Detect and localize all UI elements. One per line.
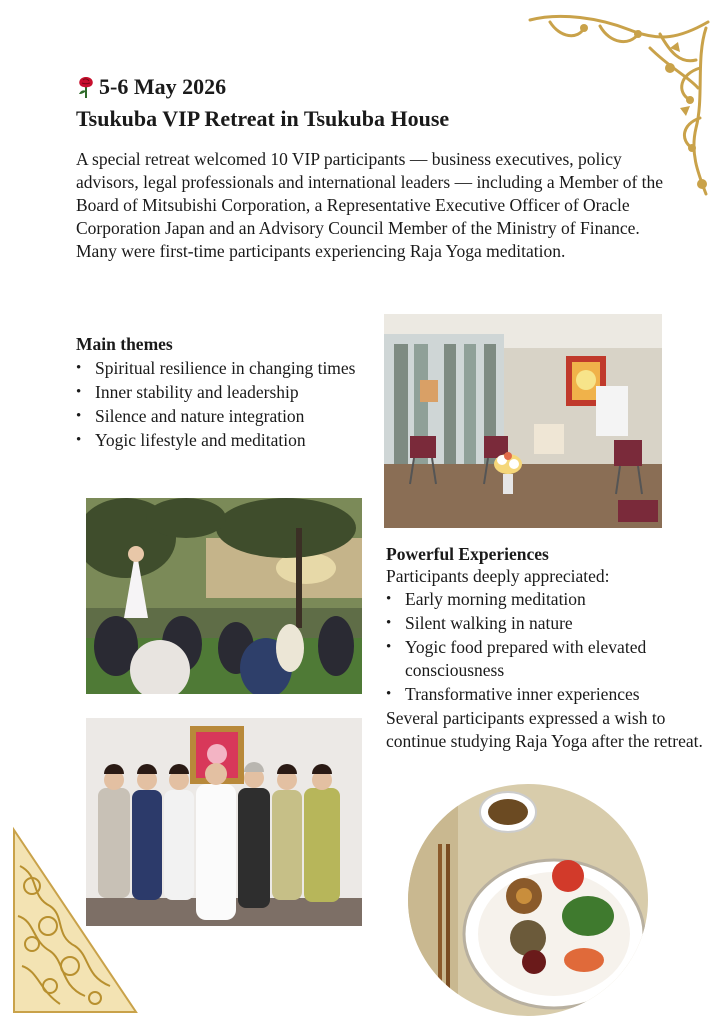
- list-item: • Early morning meditation: [386, 588, 708, 611]
- experiences-section: [386, 544, 708, 753]
- event-date: [76, 74, 226, 100]
- page-title: Tsukuba VIP Retreat in Tsukuba House: [76, 106, 450, 131]
- main-themes-heading: Main themes: [76, 334, 173, 354]
- main-themes-section: [76, 334, 366, 453]
- experiences-lead: Participants deeply appreciated:: [386, 566, 610, 586]
- list-item: • Inner stability and leadership: [76, 381, 366, 404]
- list-item: • Silent walking in nature: [386, 612, 708, 635]
- meditation-room-photo: [384, 314, 662, 528]
- event-date-text: 5-6 May 2026: [99, 74, 227, 99]
- experiences-closing: Several participants expressed a wish to continue studying Raja Yoga after the retreat.: [386, 708, 703, 751]
- main-themes-list: [76, 357, 366, 452]
- outdoor-meditation-photo: [86, 498, 362, 694]
- list-item: • Yogic food prepared with elevated consciousness: [386, 636, 708, 682]
- list-item: • Yogic lifestyle and meditation: [76, 429, 366, 452]
- list-item: • Silence and nature integration: [76, 405, 366, 428]
- rose-icon: [76, 75, 96, 99]
- group-photo: [86, 718, 362, 926]
- experiences-heading: Powerful Experiences: [386, 544, 549, 564]
- intro-paragraph: A special retreat welcomed 10 VIP participants — business executives, policy advisors, legal professionals and international leaders — including a Member of the Board of Mitsubishi Corporation, a Representative Executive Officer of Oracle Corporation Japan and an Advisory Council Member of the Ministry of Finance. Many were first-time participants experiencing Raja Yoga meditation.: [76, 149, 664, 261]
- experiences-list: [386, 588, 708, 706]
- yogic-food-photo: [408, 784, 648, 1016]
- list-item: • Spiritual resilience in changing times: [76, 357, 366, 380]
- list-item: • Transformative inner experiences: [386, 683, 708, 706]
